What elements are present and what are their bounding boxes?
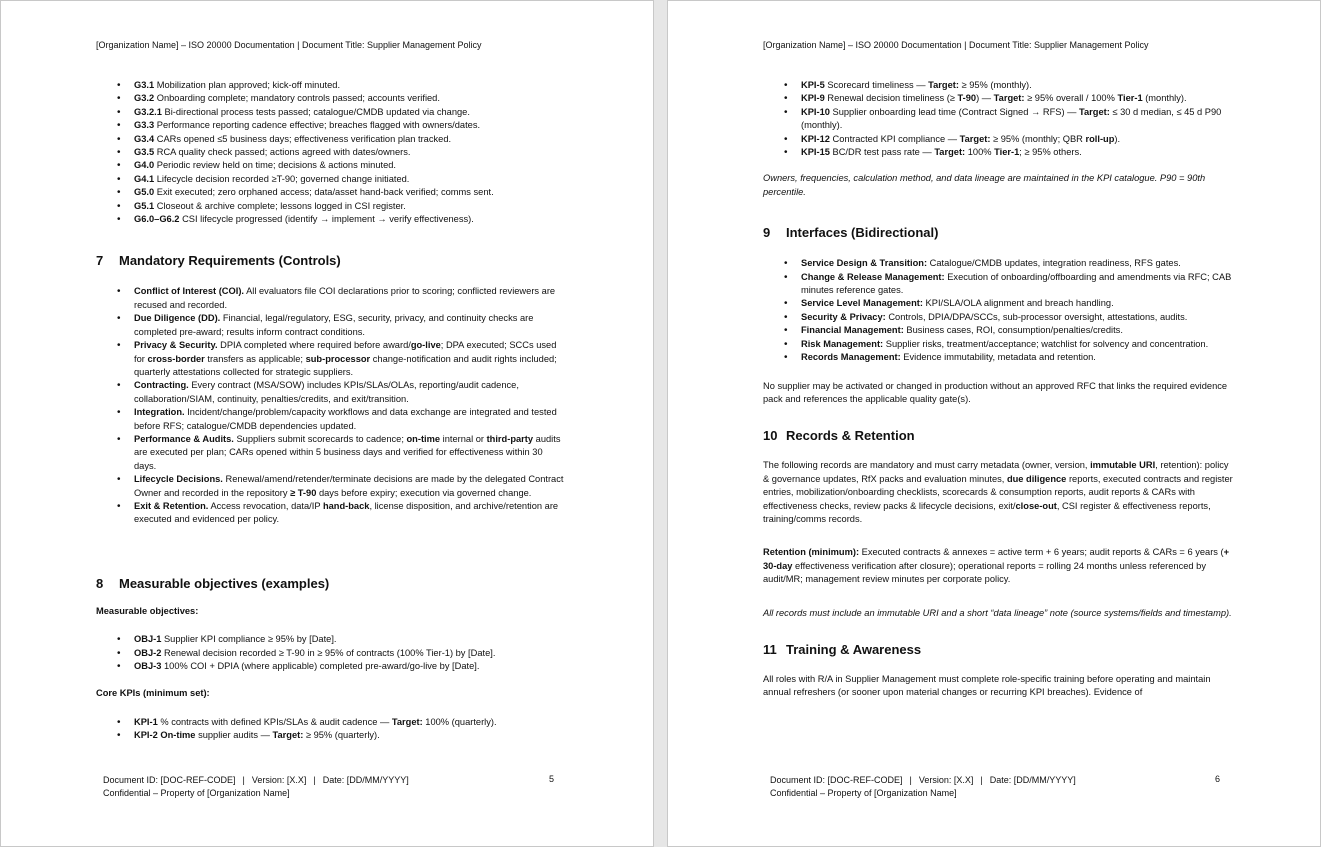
- page-number: 5: [549, 774, 555, 784]
- list-item: • KPI-9 Renewal decision timeliness (≥ T-90) — Target: ≥ 95% overall / 100% Tier-1 (monthly).: [801, 92, 1233, 105]
- list-item: • OBJ-3 100% COI + DPIA (where applicable) completed pre-award/go-live by [Date].: [134, 660, 566, 673]
- page-body: [96, 79, 566, 743]
- list-item: • Due Diligence (DD). Financial, legal/regulatory, ESG, security, privacy, and continuity checks are completed pre-award; results inform contract conditions.: [134, 312, 566, 339]
- list-item: • Privacy & Security. DPIA completed where required before award/go-live; DPA executed; SCCs used for cross-border transfers as applicable; sub-processor change-notification and audit rights included; quarterly attestations collected for strategic suppliers.: [134, 339, 566, 379]
- objectives-list: [96, 633, 566, 673]
- page-footer: Document ID: [DOC-REF-CODE] | Version: [X.X] | Date: [DD/MM/YYYY] Confidential – Property of [Organization Name]: [770, 775, 1076, 798]
- records-lineage-note: All records must include an immutable URI and a short “data lineage” note (source systems/fields and timestamp).: [763, 607, 1232, 618]
- list-item: • Records Management: Evidence immutability, metadata and retention.: [801, 351, 1233, 364]
- page-body: [763, 79, 1233, 700]
- list-item: • G4.1 Lifecycle decision recorded ≥T-90; governed change initiated.: [134, 173, 566, 186]
- list-item: • KPI-1 % contracts with defined KPIs/SLAs & audit cadence — Target: 100% (quarterly).: [134, 716, 566, 729]
- list-item: • KPI-15 BC/DR test pass rate — Target: 100% Tier-1; ≥ 95% others.: [801, 146, 1233, 159]
- list-item: • G6.0–G6.2 CSI lifecycle progressed (identify → implement → verify effectiveness).: [134, 213, 566, 226]
- list-item: • G3.4 CARs opened ≤5 business days; effectiveness verification plan tracked.: [134, 133, 566, 146]
- document-page-6: [667, 0, 1321, 847]
- section-heading-8: 8 Measurable objectives (examples): [96, 575, 330, 591]
- list-item: • Service Level Management: KPI/SLA/OLA alignment and breach handling.: [801, 297, 1233, 310]
- gate-list: [96, 79, 566, 226]
- list-item: • Integration. Incident/change/problem/capacity workflows and data exchange are integrated and tested before RFS; catalogue/CMDB dependencies updated.: [134, 406, 566, 433]
- list-item: • G3.3 Performance reporting cadence effective; breaches flagged with owners/dates.: [134, 119, 566, 132]
- kpi-list-continued: [763, 79, 1233, 159]
- list-item: • G3.1 Mobilization plan approved; kick-off minuted.: [134, 79, 566, 92]
- list-item: • Risk Management: Supplier risks, treatment/acceptance; watchlist for solvency and concentration.: [801, 338, 1233, 351]
- list-item: • Financial Management: Business cases, ROI, consumption/penalties/credits.: [801, 324, 1233, 337]
- list-item: • Conflict of Interest (COI). All evaluators file COI declarations prior to scoring; conflicted reviewers are recused and recorded.: [134, 285, 566, 312]
- page-footer: Document ID: [DOC-REF-CODE] | Version: [X.X] | Date: [DD/MM/YYYY] Confidential – Property of [Organization Name]: [103, 775, 409, 798]
- section-heading-10: 10 Records & Retention: [763, 428, 915, 444]
- list-item: • KPI-10 Supplier onboarding lead time (Contract Signed → RFS) — Target: ≤ 30 d median, ≤ 45 d P90 (monthly).: [801, 106, 1233, 133]
- objectives-label: Measurable objectives:: [96, 605, 199, 616]
- list-item: • KPI-12 Contracted KPI compliance — Target: ≥ 95% (monthly; QBR roll-up).: [801, 133, 1233, 146]
- page-header: [Organization Name] – ISO 20000 Documentation | Document Title: Supplier Management Policy: [763, 40, 1149, 50]
- kpi-catalogue-note: Owners, frequencies, calculation method, and data lineage are maintained in the KPI catalogue. P90 = 90th percentile.: [763, 173, 1206, 197]
- section-heading-9: 9 Interfaces (Bidirectional): [763, 225, 939, 241]
- list-item: • G3.2.1 Bi-directional process tests passed; catalogue/CMDB updated via change.: [134, 106, 566, 119]
- list-item: • Performance & Audits. Suppliers submit scorecards to cadence; on-time internal or third-party audits are executed per plan; CARs opened within 5 business days and verified for effectiveness within 30 days.: [134, 433, 566, 473]
- list-item: • G3.2 Onboarding complete; mandatory controls passed; accounts verified.: [134, 92, 566, 105]
- kpi-label: Core KPIs (minimum set):: [96, 688, 210, 699]
- interfaces-list: [763, 257, 1233, 364]
- list-item: • OBJ-1 Supplier KPI compliance ≥ 95% by [Date].: [134, 633, 566, 646]
- list-item: • G5.0 Exit executed; zero orphaned access; data/asset hand-back verified; comms sent.: [134, 186, 566, 199]
- list-item: • Lifecycle Decisions. Renewal/amend/retender/terminate decisions are made by the delegated Contract Owner and recorded in the repository ≥ T-90 days before expiry; execution via governed change.: [134, 473, 566, 500]
- list-item: • OBJ-2 Renewal decision recorded ≥ T-90 in ≥ 95% of contracts (100% Tier-1) by [Date].: [134, 647, 566, 660]
- controls-list: [96, 285, 566, 526]
- page-header: [Organization Name] – ISO 20000 Documentation | Document Title: Supplier Management Policy: [96, 40, 482, 50]
- interfaces-note: No supplier may be activated or changed in production without an approved RFC that links the required evidence pack and references the applicable quality gate(s).: [763, 380, 1228, 404]
- section-heading-11: 11 Training & Awareness: [763, 641, 922, 657]
- list-item: • KPI-2 On-time supplier audits — Target: ≥ 95% (quarterly).: [134, 729, 566, 742]
- training-paragraph: All roles with R/A in Supplier Management must complete role-specific training before operating and maintain annual refreshers (or sooner upon material changes or recurring KPI breaches). Evidence of: [763, 673, 1211, 698]
- list-item: • Security & Privacy: Controls, DPIA/DPA/SCCs, sub-processor oversight, attestations, audits.: [801, 311, 1233, 324]
- retention-paragraph: Retention (minimum): Executed contracts & annexes = active term + 6 years; audit reports & CARs = 6 years (+ 30-day effectiveness verification after closure); operational reports = rolling 24 months unless referenced by audit/MR; management review minutes per corporate policy.: [763, 547, 1230, 585]
- core-kpi-list: [96, 716, 566, 743]
- list-item: • KPI-5 Scorecard timeliness — Target: ≥ 95% (monthly).: [801, 79, 1233, 92]
- section-heading-7: 7 Mandatory Requirements (Controls): [96, 253, 341, 269]
- list-item: • G3.5 RCA quality check passed; actions agreed with dates/owners.: [134, 146, 566, 159]
- list-item: • G4.0 Periodic review held on time; decisions & actions minuted.: [134, 159, 566, 172]
- list-item: • Change & Release Management: Execution of onboarding/offboarding and amendments via RFC; CAB minutes reference gates.: [801, 271, 1233, 298]
- list-item: • Exit & Retention. Access revocation, data/IP hand-back, license disposition, and archive/retention are executed and evidenced per policy.: [134, 500, 566, 527]
- page-number: 6: [1215, 774, 1221, 784]
- list-item: • G5.1 Closeout & archive complete; lessons logged in CSI register.: [134, 200, 566, 213]
- document-page-5: [0, 0, 654, 847]
- list-item: • Contracting. Every contract (MSA/SOW) includes KPIs/SLAs/OLAs, reporting/audit cadence, collaboration/SIAM, continuity, penalties/credits, and exit/transition.: [134, 379, 566, 406]
- list-item: • Service Design & Transition: Catalogue/CMDB updates, integration readiness, RFS gates.: [801, 257, 1233, 270]
- records-paragraph: The following records are mandatory and must carry metadata (owner, version, immutable URI, retention): policy & governance updates, RfX packs and evaluation minutes, due diligence reports, executed contracts and register entries, mobilization/onboarding checklists, scorecards & consumption reports, audit reports & CARs with effectiveness checks, review packs & lifecycle decisions, exit/close-out, CSI register & effectiveness reports, training/comms records.: [763, 460, 1233, 524]
